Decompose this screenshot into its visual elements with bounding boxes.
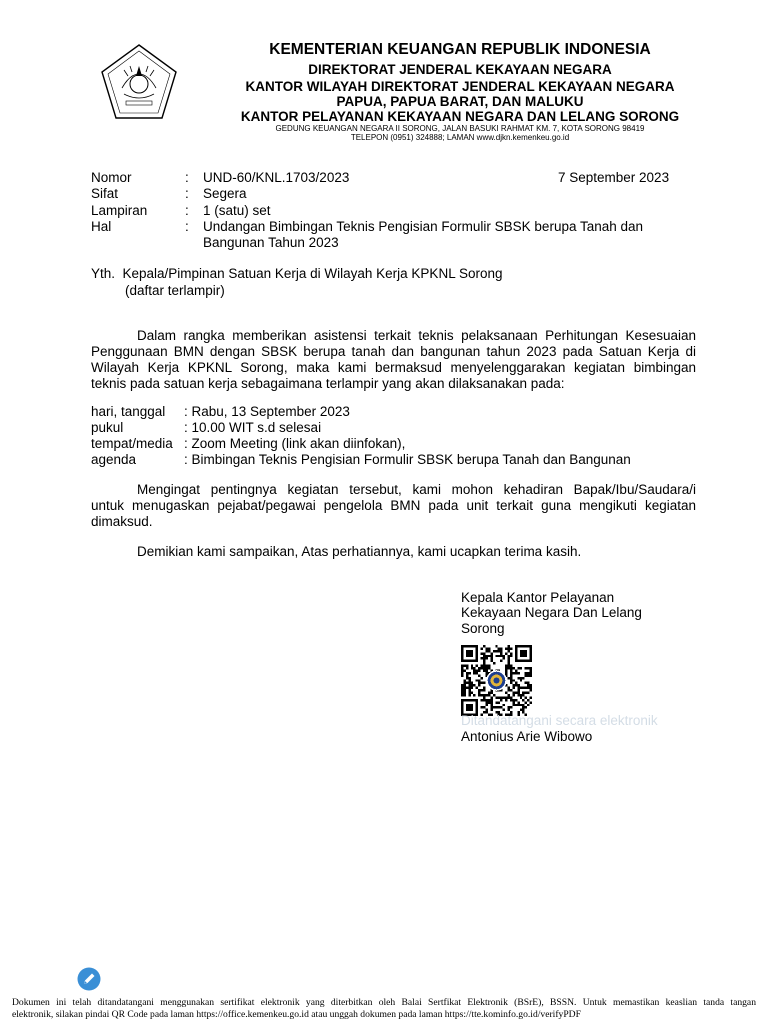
qr-code[interactable] — [461, 645, 532, 716]
agenda-value-venue: : Zoom Meeting (link akan diinfokan), — [184, 436, 406, 451]
field-colon: : — [185, 170, 189, 185]
recipient-line: Yth. Kepala/Pimpinan Satuan Kerja di Wilayah Kerja KPKNL Sorong — [91, 266, 503, 281]
field-label-nomor: Nomor — [91, 170, 132, 185]
letterhead-contact: TELEPON (0951) 324888; LAMAN www.djkn.kemenkeu.go.id — [350, 133, 570, 142]
field-colon: : — [185, 219, 189, 234]
field-value-hal-continued: Bangunan Tahun 2023 — [203, 235, 339, 250]
letterhead-region: PAPUA, PAPUA BARAT, DAN MALUKU — [336, 94, 584, 109]
signatory-name: Antonius Arie Wibowo — [461, 729, 593, 744]
agenda-value-date: : Rabu, 13 September 2023 — [184, 404, 350, 419]
footer-disclaimer — [12, 997, 756, 1020]
signatory-title-line2: Kekayaan Negara Dan Lelang — [461, 605, 642, 620]
agenda-label-venue: tempat/media — [91, 436, 173, 451]
agenda-label-agenda: agenda — [91, 452, 137, 467]
paragraph-line: Mengingat pentingnya kegiatan tersebut, kami mohon kehadiran Bapak/Ibu/Saudara/i — [137, 482, 696, 497]
ministry-logo — [98, 42, 180, 124]
paragraph-line: dimaksud. — [91, 514, 153, 529]
footer-line: elektronik, silakan pindai QR Code pada laman https://office.kemenkeu.go.id atau unggah dokumen pada laman https://tte.kominfo.go.id/verifyPDF — [12, 1008, 581, 1020]
field-label-sifat: Sifat — [91, 186, 119, 201]
paragraph-line: untuk menugaskan pejabat/pegawai pengelola BMN pada unit terkait guna mengikuti kegiatan — [91, 498, 696, 513]
esign-note: Ditandatangani secara elektronik — [461, 713, 658, 728]
paragraph-line: teknis pada satuan kerja sebagaimana terlampir yang akan dilaksanakan pada: — [91, 376, 565, 391]
agenda-label-time: pukul — [91, 420, 124, 435]
field-value-nomor: UND-60/KNL.1703/2023 — [203, 170, 350, 185]
agenda-value-time: : 10.00 WIT s.d selesai — [184, 420, 322, 435]
paragraph-line: Dalam rangka memberikan asistensi terkait teknis pelaksanaan Perhitungan Kesesuaian — [137, 328, 696, 343]
field-value-lampiran: 1 (satu) set — [203, 203, 271, 218]
letter-date: 7 September 2023 — [558, 170, 670, 185]
paragraph-line: Penggunaan BMN dengan SBSK berupa tanah dan bangunan tahun 2023 pada Satuan Kerja di — [91, 344, 696, 359]
field-value-sifat: Segera — [203, 186, 247, 201]
letterhead-address: GEDUNG KEUANGAN NEGARA II SORONG, JALAN BASUKI RAHMAT KM. 7, KOTA SORONG 98419 — [275, 124, 645, 133]
closing-sentence: Demikian kami sampaikan, Atas perhatiannya, kami ucapkan terima kasih. — [137, 544, 582, 559]
field-value-hal: Undangan Bimbingan Teknis Pengisian Formulir SBSK berupa Tanah dan — [203, 219, 644, 234]
recipient-note: (daftar terlampir) — [125, 283, 225, 298]
paragraph-request — [91, 482, 696, 530]
signatory-title-line3: Sorong — [461, 621, 505, 636]
signatory-title-line1: Kepala Kantor Pelayanan — [461, 590, 615, 605]
field-colon: : — [185, 203, 189, 218]
letterhead-ministry: KEMENTERIAN KEUANGAN REPUBLIK INDONESIA — [269, 41, 651, 58]
field-colon: : — [185, 186, 189, 201]
letterhead-office: KANTOR PELAYANAN KEKAYAAN NEGARA DAN LELANG SORONG — [240, 109, 680, 124]
letterhead-regional-office: KANTOR WILAYAH DIREKTORAT JENDERAL KEKAYAAN NEGARA — [245, 79, 675, 94]
field-label-lampiran: Lampiran — [91, 203, 148, 218]
letterhead-directorate: DIREKTORAT JENDERAL KEKAYAAN NEGARA — [308, 62, 612, 77]
paragraph-line: Wilayah Kerja KPKNL Sorong, maka kami bermaksud menyelenggarakan kegiatan bimbingan — [91, 360, 696, 375]
field-label-hal: Hal — [91, 219, 112, 234]
pen-icon — [77, 967, 101, 991]
agenda-value-agenda: : Bimbingan Teknis Pengisian Formulir SBSK berupa Tanah dan Bangunan — [184, 452, 631, 467]
footer-line: Dokumen ini telah ditandatangani menggunakan sertifikat elektronik yang diterbitkan oleh Balai Sertfikat Elektronik (BSrE), BSSN. Untuk memastikan keaslian tanda tangan — [12, 997, 756, 1008]
agenda-label-date: hari, tanggal — [91, 404, 166, 419]
paragraph-intro — [91, 328, 696, 392]
